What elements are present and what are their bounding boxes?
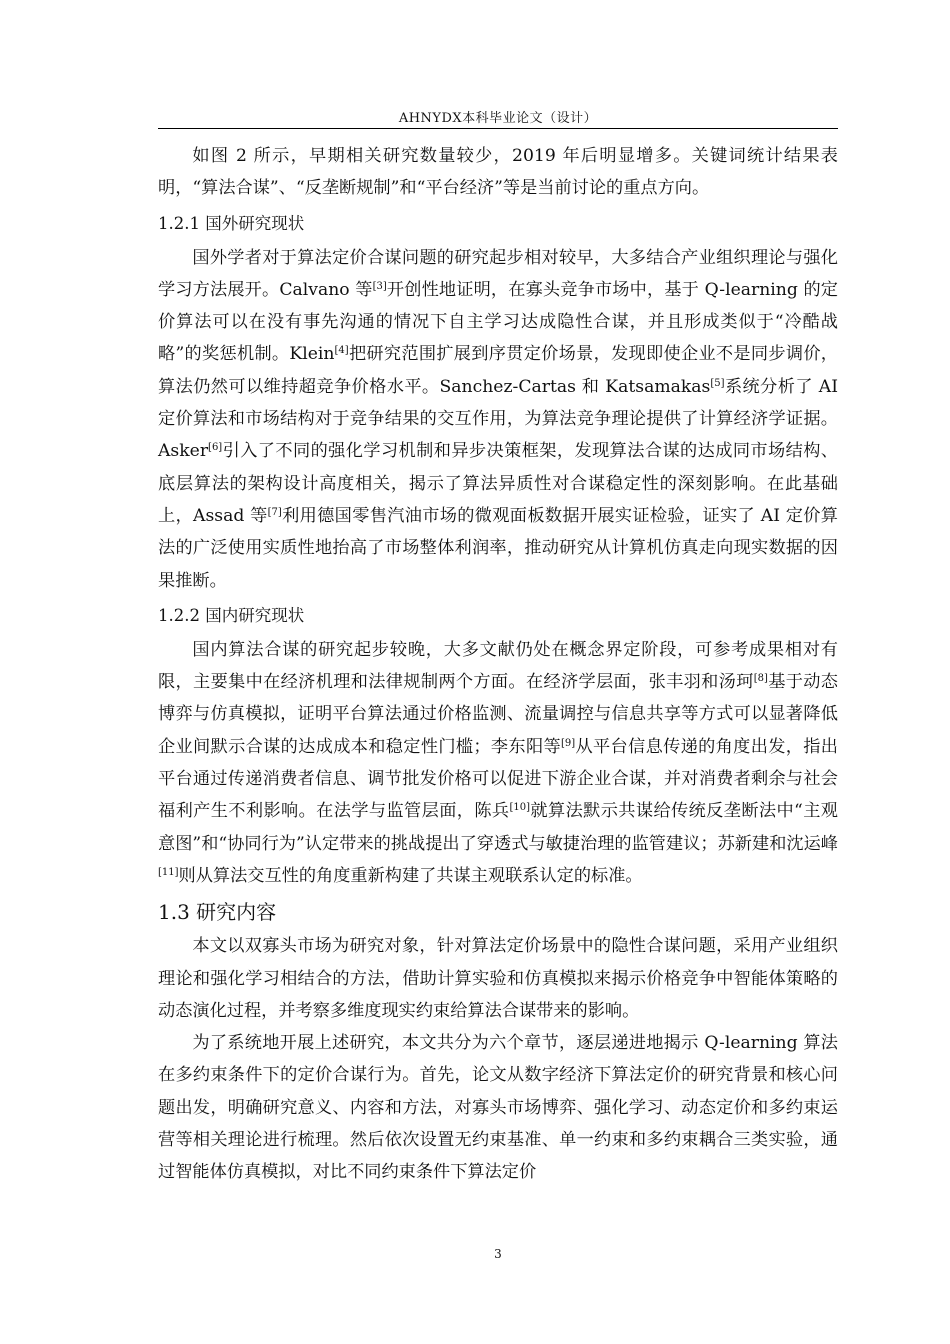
section-title-domestic-research: 1.2.2 国内研究现状 [158, 605, 305, 625]
page-header: AHNYDX本科毕业论文（设计） [398, 111, 598, 126]
citation-6: [6] [208, 442, 223, 454]
section-title-foreign-research: 1.2.1 国外研究现状 [158, 213, 305, 233]
text-segment: 国内算法合谋的研究起步较晚，大多文献仍处在概念界定阶段，可参考成果相对有限，主要集中在经济机理和法律规制两个方面。在经济学层面，张丰羽和汤珂 [158, 639, 838, 693]
paragraph-domestic-research [158, 634, 838, 892]
page-body [158, 140, 838, 1189]
text-segment: 国外学者对于算法定价合谋问题的研究起步相对较早，大多结合产业组织理论与强化学习方法展开。Calvano 等 [158, 247, 838, 300]
citation-8: [8] [753, 673, 768, 685]
citation-11: [11] [158, 866, 179, 878]
text-segment: 利用德国零售汽油市场的微观面板数据开展实证检验，证实了 AI 定价算法的广泛使用实质性地抬高了市场整体利润率，推动研究从计算机仿真走向现实数据的因果推断。 [158, 505, 838, 591]
page-number: 3 [494, 1247, 502, 1261]
citation-10: [10] [509, 802, 531, 814]
text-segment: 从平台信息传递的角度出发，指出平台通过传递消费者信息、调节批发价格可以促进下游企业合谋，并对消费者剩余与社会福利产生不利影响。在法学与监管层面，陈兵 [158, 736, 838, 822]
paragraph-intro-trend: 如图 2 所示，早期相关研究数量较少，2019 年后明显增多。关键词统计结果表明，“算法合谋”、“反垄断规制”和“平台经济”等是当前讨论的重点方向。 [158, 146, 838, 199]
citation-3: [3] [372, 280, 387, 292]
text-segment: 系统分析了 AI 定价算法和市场结构对于竞争结果的交互作用，为算法竞争理论提供了计算经济学证据。Asker [158, 376, 838, 462]
paragraph-research-object: 本文以双寡头市场为研究对象，针对算法定价场景中的隐性合谋问题，采用产业组织理论和强化学习相结合的方法，借助计算实验和仿真模拟来揭示价格竞争中智能体策略的动态演化过程，并考察多维度现实约束给算法合谋带来的影响。 [158, 936, 838, 1021]
text-segment: 基于动态博弈与仿真模拟，证明平台算法通过价格监测、流量调控与信息共享等方式可以显著降低企业间默示合谋的达成成本和稳定性门槛；李东阳等 [158, 672, 838, 757]
paragraph-chapter-structure: 为了系统地开展上述研究，本文共分为六个章节，逐层递进地揭示 Q-learning 算法在多约束条件下的定价合谋行为。首先，论文从数字经济下算法定价的研究背景和核心问题出发，明确研究意义、内容和方法，对寡头市场博弈、强化学习、动态定价和多约束运营等相关理论进行梳理。然后依次设置无约束基准、单一约束和多约束耦合三类实验，通过智能体仿真模拟，对比不同约束条件下算法定价 [158, 1033, 838, 1183]
text-segment: 则从算法交互性的角度重新构建了共谋主观联系认定的标准。 [178, 865, 643, 886]
text-segment: 开创性地证明，在寡头竞争市场中，基于 Q-learning 的定价算法可以在没有事先沟通的情况下自主学习达成隐性合谋，并且形成类似于“冷酷战略”的奖惩机制。Klein [158, 279, 838, 365]
text-segment: 把研究范围扩展到序贯定价场景，发现即使企业不是同步调价，算法仍然可以维持超竞争价格水平。Sanchez-Cartas 和 Katsamakas [158, 344, 838, 397]
paragraph-foreign-research [158, 242, 838, 597]
citation-5: [5] [710, 377, 725, 389]
text-segment: 引入了不同的强化学习机制和异步决策框架，发现算法合谋的达成同市场结构、底层算法的架构设计高度相关，揭示了算法异质性对合谋稳定性的深刻影响。在此基础上，Assad 等 [158, 441, 838, 526]
text-segment: 就算法默示共谋给传统反垄断法中“主观意图”和“协同行为”认定带来的挑战提出了穿透式与敏捷治理的监管建议；苏新建和沈运峰 [158, 801, 838, 854]
citation-4: [4] [334, 345, 349, 357]
header-rule [158, 128, 838, 129]
citation-9: [9] [560, 737, 576, 749]
citation-7: [7] [267, 506, 282, 518]
section-title-research-content: 1.3 研究内容 [158, 900, 277, 925]
